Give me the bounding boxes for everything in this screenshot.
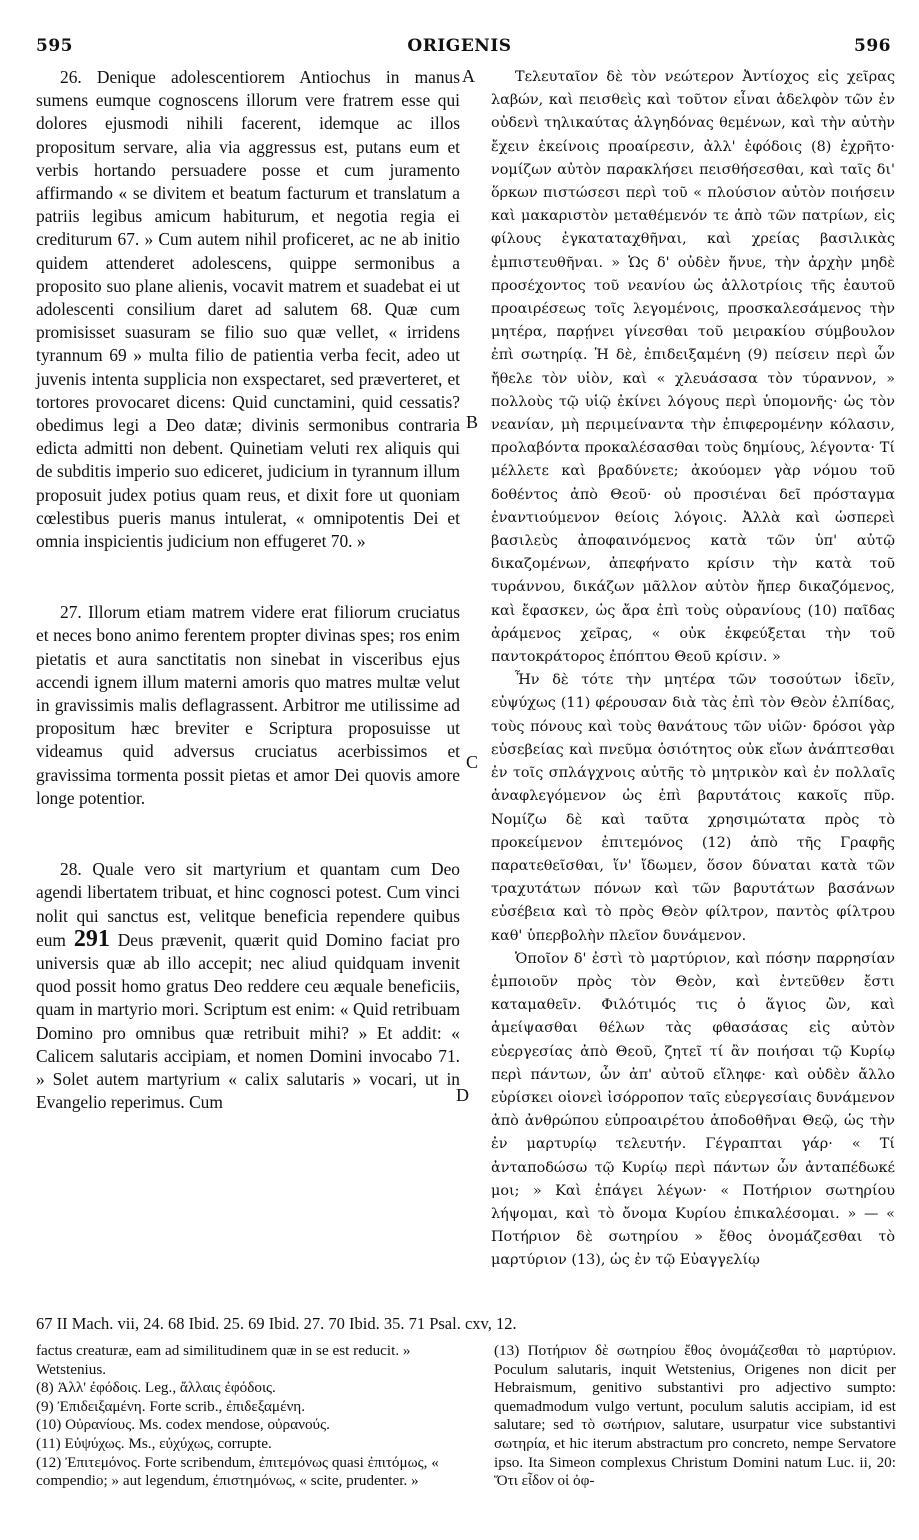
note-left-4: (11) Εὐψύχως. Ms., εὐχύχως, corrupte.	[36, 1434, 272, 1452]
note-left-3: (10) Οὐρανίους. Ms. codex mendose, οὐρανούς.	[36, 1416, 330, 1434]
scripture-references: 67 II Mach. vii, 24. 68 Ibid. 25. 69 Ibid. 27. 70 Ibid. 35. 71 Psal. cxv, 12.	[36, 1314, 517, 1333]
margin-letter-c: C	[466, 752, 479, 772]
note-left-5: (12) Ἐπιτεμόνος. Forte scribendum, ἐπιτεμόνως quasi ἐπιτόμως, « compendio; » aut legendum, ἐπιστημόνως, « scite, prudenter. »	[36, 1453, 439, 1490]
latin-column	[36, 66, 460, 1114]
note-left-1: (8) Ἀλλ' ἐφόδοις. Leg., ἄλλαις ἐφόδοις.	[36, 1379, 276, 1397]
margin-letter-b: B	[466, 412, 479, 432]
latin-paragraph-27: 27. Illorum etiam matrem videre erat filiorum cruciatus et neces bono animo ferentem propter divinas spes; ros enim pietatis et aura sanctitatis non sinebat in visceribus ejus accendi ignem illum materni amoris quo matres multæ velut in gravissimis malis deflagrassent. Arbitror me utilissime ad propositum hæc breviter e Scriptura proposuisse ut videamus quid adversus cruciatus acerbissimos et gravissima tormenta possit pietas et amor Dei quovis amore longe potentior.	[36, 602, 460, 808]
column-number: 291	[73, 925, 110, 952]
greek-paragraph-2: Ἦν δὲ τότε τὴν μητέρα τῶν τοσούτων ἰδεῖν, εὐψύχως (11) φέρουσαν διὰ τὰς ἐπὶ τὸν Θεὸν ἐλπίδας, τοὺς πόνους καὶ τοὺς θανάτους τῶν υἱῶν· δρόσοι γὰρ εὐσεβείας καὶ πνεῦμα ὁσιότητος οὐκ εἴων ἀνάπτεσθαι ἐν τοῖς σπλάγχνοις αὐτῆς τὸ μητρικὸν καὶ ἐν πολλαῖς ἀναφλεγόμενον ὡς ἐπὶ βαρυτάτοις κακοῖς πῦρ. Νομίζω δὲ καὶ ταῦτα χρησιμώτατα πρὸς τὸ προκείμενον ἐπιτεμόνος (12) ἀπὸ τῆς Γραφῆς παρατεθεῖσθαι, ἵν' ἴδωμεν, ὅσον δύναται κατὰ τῶν τραχυτάτων πόνων καὶ τῶν βαρυτάτων βασάνων εὐσέβεια καὶ τὸ πρὸς Θεὸν φίλτρον, παντὸς φίλτρου καθ' ὑπερβολὴν πλεῖον δυνάμενον.	[491, 672, 895, 944]
notes-right	[494, 1342, 896, 1491]
page-number-left: 595	[36, 36, 73, 56]
latin-paragraph-28-start: 28. Quale vero sit martyrium et quantam cum Deo agendi libertatem tribuat, et hinc cognosci potest. Cum vinci nolit qui sanctus est, velitque beneficia rependere quibus eum	[36, 859, 460, 950]
notes-left	[36, 1342, 456, 1491]
greek-paragraph-1: Τελευταῖον δὲ τὸν νεώτερον Ἀντίοχος εἰς χεῖρας λαβών, καὶ πεισθεὶς καὶ τοῦτον εἶναι ἀδελφὸν τῶν ἐν οὐδενὶ τηλικαύτας ἀλγηδόνας θεμένων, καὶ τὴν αὐτὴν ἔχειν ἐκείνοις προαίρεσιν, ἀλλ' ἐφόδοις (8) ἐχρῆτο· νομίζων αὐτὸν παρακλήσει πεισθήσεσθαι, καὶ ταῖς δι' ὅρκων πιστώσεσι περὶ τοῦ « πλούσιον αὐτὸν ποιήσειν καὶ μακαριστὸν μεταθέμενόν τε ἀπὸ τῶν πατρίων, εἰς φίλους ἐγκαταταχθῆναι, καὶ χρείας βασιλικὰς ἐμπιστευθῆναι. » Ὡς δ' οὐδὲν ἤνυε, τὴν ἀρχὴν μηδὲ προσέχοντος τοῦ νεανίου ὡς ἀλλοτρίοις τῆς ἑαυτοῦ προαιρέσεως τοῖς λεγομένοις, προσκαλεσάμενος τὴν μητέρα, παρῄνει γίνεσθαι τοῦ μειρακίου σύμβουλον ἐπὶ σωτηρίᾳ. Ἡ δὲ, ἐπιδειξαμένη (9) πείσειν περὶ ὧν ἤθελε τὸν υἱὸν, καὶ « χλευάσασα τὸν τύραννον, » πολλοὺς τῷ υἱῷ ἐκίνει λόγους περὶ ὑπομονῆς· ὡς τὸν νεανίαν, μὴ περιμείναντα τὴν ἐπιφερομένην κόλασιν, προλαβόντα προκαλέσασθαι τοὺς δημίους, λέγοντα· Τί μέλλετε καὶ βραδύνετε; ἀκούομεν γὰρ νόμου τοῦ δοθέντος ἀπὸ Θεοῦ· οὐ προσιέναι δεῖ πρόσταγμα ἐναντιούμενον θείοις λόγοις. Ἀλλὰ καὶ ὡσπερεὶ βασιλεὺς ἀποφαινόμενος κατὰ τῶν ὑπ' αὐτῷ δικαζομένων, ἀπεφήνατο κρίσιν τὴν κατὰ τοῦ τυράννου, δικάζων μᾶλλον αὐτὸν ἤπερ δικαζόμενος, καὶ ἔφασκεν, ὡς ἄρα ἐπὶ τοὺς οὐρανίους (10) παῖδας ἀράμενος χεῖρας, « οὐκ ἐκφεύξεται τὴν τοῦ παντοκράτορος ἐπόπτου Θεοῦ κρίσιν. »	[491, 69, 895, 666]
latin-paragraph-26: 26. Denique adolescentiorem Antiochus in manus sumens eumque cognoscens illorum vere fratrem esse qui dolores ejusmodi nihili facerent, idemque ac illos propositum servare, alia via aggressus est, putans eum et verbis hortando persuadere posse et cum juramento affirmando « se divitem et beatum facturum et translatum a patriis legibus amicum habiturum, et negotia regia ei crediturum 67. » Cum autem nihil proficeret, ac ne ab initio quidem attenderet adolescens, quippe sermonibus a proposito suo plane alienis, vocavit matrem et suadebat ei ut adolescenti consilium daret ad salutem 68. Quæ cum promisisset suasuram se filio suo quæ vellet, « irridens tyrannum 69 » multa filio de patientia verba fecit, adeo ut juvenis intenta supplicia non exspectaret, sed præverteret, et tortores provocaret dicens: Quid cunctamini, quid cessatis? obedimus legi a Deo datæ; divinis sermonibus contraria edicta admitti non debent. Quinetiam veluti rex aliquis qui de subditis imperio suo ediceret, judicium in tyrannum illum proposuit judex potius quam reus, et dixit fore ut quoniam cœlestibus pueris manus intulerat, « omnipotentis Dei et omnia inspicientis judicium non effugeret 70. »	[36, 67, 460, 552]
greek-column	[491, 66, 895, 1273]
running-title: ORIGENIS	[407, 36, 512, 56]
latin-paragraph-28-end: Deus prævenit, quærit quid Domino faciat pro universis quæ ab illo accepit; nec aliud quidquam invenit quod possit homo gratus Deo reddere ceu æquale beneficiis, quam in martyrio mori. Scriptum est enim: « Quid retribuam Domino pro omnibus quæ retribuit mihi? » Et addit: « Calicem salutaris accipiam, et nomen Domini invocabo 71. » Solet autem martyrium « calix salutaris » vocari, ut in Evangelio reperimus. Cum	[36, 929, 460, 1113]
note-left-2: (9) Ἐπιδειξαμένη. Forte scrib., ἐπιδεξαμένη.	[36, 1397, 306, 1415]
latin-paragraph-28	[36, 858, 460, 1114]
note-right-13: (13) Ποτήριον δὲ σωτηρίου ἔθος ὀνομάζεσθαι τὸ μαρτύριον. Poculum salutaris, inquit Wetstenius, Origenes non dicit per Hebraismum, genitivo substantivi pro adjectivo sumpto: quemadmodum vulgo vertunt, poculum salutis accipiam, id est salutare; sed τὸ σωτήριον, salutare, usurpatur vice substantivi σωτηρία, et hic iterum abstractum pro concreto, nempe Servatore ipso. Ita Simeon complexus Christum Domini natum Luc. ii, 20: Ὅτι εἶδον οἱ ὀφ-	[494, 1342, 896, 1490]
note-left-0: factus creaturæ, eam ad similitudinem quæ in se est reducit. » Wetstenius.	[36, 1342, 411, 1378]
margin-letter-a: A	[462, 66, 475, 86]
greek-paragraph-3: Ὁποῖον δ' ἐστὶ τὸ μαρτύριον, καὶ πόσην παρρησίαν ἐμποιοῦν πρὸς τὸν Θεὸν, καὶ ἐντεῦθεν ἔστι καταμαθεῖν. Φιλότιμός τις ὁ ἅγιος ὢν, καὶ ἀμείψασθαι θέλων τὰς φθασάσας εἰς αὐτὸν εὐεργεσίας ἀπὸ Θεοῦ, ζητεῖ τί ἂν ποιήσαι τῷ Κυρίῳ περὶ πάντων, ὧν ἀπ' αὐτοῦ εἴληφε· καὶ οὐδὲν ἄλλο εὑρίσκει οἱονεὶ ἰσόρροπον ταῖς εὐεργεσίαις δυνάμενον ἀπὸ ἀνθρώπου εὐπροαιρέτου ἀποδοθῆναι Θεῷ, ὡς τὴν ἐν μαρτυρίῳ τελευτήν. Γέγραπται γάρ· « Τί ἀνταποδώσω τῷ Κυρίῳ περὶ πάντων ὧν ἀνταπέδωκέ μοι; » Καὶ ἐπάγει λέγων· « Ποτήριον σωτηρίου λήψομαι, καὶ τὸ ὄνομα Κυρίου ἐπικαλέσομαι. » — « Ποτήριον δὲ σωτηρίου » ἔθος ὀνομάζεσθαι τὸ μαρτύριον (13), ὡς ἐν τῷ Εὐαγγελίῳ	[491, 950, 895, 1269]
page-number-right: 596	[854, 36, 891, 56]
margin-letter-d: D	[456, 1085, 469, 1105]
